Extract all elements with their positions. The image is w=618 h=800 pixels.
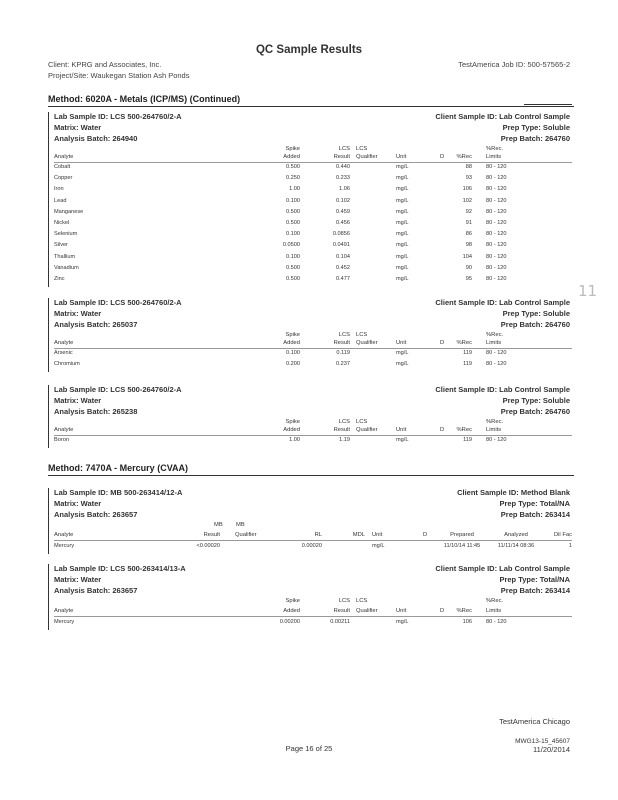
- result-value: 0.440: [336, 164, 350, 170]
- col-head-qualifier: Qualifier: [235, 532, 257, 538]
- added-value: 0.500: [286, 264, 300, 271]
- col-head-unit: Unit: [396, 340, 407, 346]
- result-value: 0.459: [336, 208, 350, 215]
- result-value: 1.06: [339, 186, 350, 193]
- limits-value: 80 - 120: [486, 264, 507, 271]
- project-site: Project/Site: Waukegan Station Ash Ponds: [48, 71, 190, 80]
- prep-type: Prep Type: Soluble: [502, 309, 570, 318]
- col-head-d: D: [440, 340, 445, 346]
- analyte-name: Arsenic: [54, 350, 73, 356]
- dil-fac-value: 1: [568, 543, 572, 549]
- unit-value: mg/L: [396, 350, 409, 356]
- pct-rec-value: 91: [465, 220, 472, 226]
- added-value: 0.250: [286, 175, 300, 182]
- side-page-marker: 11: [578, 282, 598, 300]
- unit-value: mg/L: [396, 361, 409, 368]
- matrix: Matrix: Water: [54, 396, 102, 405]
- pct-rec-value: 104: [462, 253, 472, 260]
- col-head-added: Added: [283, 340, 300, 346]
- prep-type: Prep Type: Total/NA: [499, 575, 570, 584]
- col-head-result: Result: [203, 532, 220, 538]
- unit-value: mg/L: [396, 186, 409, 193]
- analysis-batch: Analysis Batch: 263657: [54, 510, 138, 519]
- added-value: 0.0500: [282, 242, 300, 249]
- added-value: 0.100: [286, 197, 300, 204]
- prep-batch: Prep Batch: 264760: [500, 320, 570, 329]
- col-head-lcs: LCS: [356, 419, 368, 425]
- result-value: 0.237: [336, 361, 350, 368]
- added-value: 0.100: [286, 350, 300, 356]
- unit-value: mg/L: [396, 242, 409, 249]
- limits-value: 80 - 120: [486, 619, 507, 625]
- limits-value: 80 - 120: [486, 197, 507, 204]
- lab-sample-id: Lab Sample ID: LCS 500-264760/2-A: [54, 112, 182, 121]
- result-value: 0.233: [336, 175, 350, 182]
- lab-sample-id: Lab Sample ID: LCS 500-264760/2-A: [54, 385, 182, 394]
- prep-type: Prep Type: Soluble: [502, 396, 570, 405]
- pct-rec-value: 102: [462, 197, 472, 204]
- result-value: 0.0491: [332, 242, 350, 249]
- col-head-unit: Unit: [396, 427, 407, 433]
- col-head-result: Result: [333, 154, 350, 160]
- pct-rec-value: 98: [465, 242, 472, 249]
- col-head-analyte: Analyte: [54, 427, 74, 433]
- matrix: Matrix: Water: [54, 499, 102, 508]
- added-value: 1.00: [289, 186, 300, 193]
- pct-rec-value: 93: [465, 175, 472, 182]
- col-head-spike: Spike: [285, 598, 300, 604]
- analysis-batch: Analysis Batch: 265037: [54, 320, 138, 329]
- header-rule: [54, 162, 572, 163]
- analyte-name: Boron: [54, 437, 69, 443]
- analyte-name: Zinc: [54, 276, 65, 282]
- limits-value: 80 - 120: [486, 208, 507, 215]
- col-head-mb: MB: [236, 522, 245, 528]
- col-head-dil-fac: Dil Fac: [553, 532, 572, 538]
- col-head-unit: Unit: [396, 154, 407, 160]
- col-head-lcs: LCS: [338, 598, 350, 604]
- analyte-name: Vanadium: [54, 264, 79, 271]
- col-head-rec: %Rec.: [486, 598, 504, 604]
- lab-sample-id: Lab Sample ID: LCS 500-263414/13-A: [54, 564, 186, 573]
- col-head-result: Result: [333, 340, 350, 346]
- analysis-batch: Analysis Batch: 265238: [54, 407, 138, 416]
- analyte-name: Nickel: [54, 220, 70, 226]
- col-head-mb: MB: [214, 522, 223, 528]
- col-head-lcs: LCS: [356, 332, 368, 338]
- footer-date: 11/20/2014: [533, 745, 570, 754]
- analyte-name: Iron: [54, 186, 64, 193]
- block-bracket: [48, 298, 49, 372]
- col-head-limits: Limits: [486, 154, 502, 160]
- block-bracket: [48, 488, 49, 554]
- prep-type: Prep Type: Total/NA: [499, 499, 570, 508]
- header-rule: [54, 616, 572, 617]
- unit-value: mg/L: [372, 543, 385, 549]
- pct-rec-value: 88: [465, 164, 472, 170]
- col-head-pct-rec: %Rec: [456, 154, 472, 160]
- added-value: 0.100: [286, 231, 300, 238]
- result-value: 0.0856: [332, 231, 350, 238]
- col-head-result: Result: [333, 427, 350, 433]
- col-head-pct-rec: %Rec: [456, 427, 472, 433]
- col-head-prepared: Prepared: [450, 532, 474, 538]
- client-name: Client: KPRG and Associates, Inc.: [48, 60, 162, 69]
- col-head-added: Added: [283, 608, 300, 614]
- matrix: Matrix: Water: [54, 309, 102, 318]
- pct-rec-value: 92: [465, 208, 472, 215]
- col-head-analyte: Analyte: [54, 154, 74, 160]
- page-title: QC Sample Results: [255, 44, 363, 56]
- limits-value: 80 - 120: [486, 242, 507, 249]
- analyte-name: Mercury: [54, 543, 75, 549]
- prep-batch: Prep Batch: 264760: [500, 134, 570, 143]
- analyte-name: Selenium: [54, 231, 78, 238]
- col-head-spike: Spike: [285, 332, 300, 338]
- prep-batch: Prep Batch: 263414: [500, 586, 570, 595]
- method-rule-tail: [524, 104, 572, 105]
- prep-batch: Prep Batch: 263414: [500, 510, 570, 519]
- col-head-result: Result: [333, 608, 350, 614]
- col-head-qualifier: Qualifier: [356, 154, 378, 160]
- header-rule: [54, 348, 572, 349]
- matrix: Matrix: Water: [54, 123, 102, 132]
- added-value: 0.00200: [279, 619, 300, 625]
- unit-value: mg/L: [396, 231, 409, 238]
- unit-value: mg/L: [396, 619, 409, 625]
- col-head-lcs: LCS: [338, 146, 350, 152]
- col-head-lcs: LCS: [356, 598, 368, 604]
- col-head-lcs: LCS: [338, 332, 350, 338]
- col-head-limits: Limits: [486, 427, 502, 433]
- block-bracket: [48, 112, 49, 287]
- block-bracket: [48, 385, 49, 448]
- col-head-analyte: Analyte: [54, 532, 74, 538]
- unit-value: mg/L: [396, 276, 409, 282]
- analyte-name: Manganese: [54, 208, 84, 215]
- col-head-added: Added: [283, 427, 300, 433]
- limits-value: 80 - 120: [486, 175, 507, 182]
- method-7470a-title: Method: 7470A - Mercury (CVAA): [48, 463, 189, 473]
- footer-company: TestAmerica Chicago: [499, 717, 570, 726]
- unit-value: mg/L: [396, 208, 409, 215]
- col-head-mdl: MDL: [352, 532, 365, 538]
- analyte-name: Silver: [54, 242, 68, 249]
- limits-value: 80 - 120: [486, 253, 507, 260]
- analyzed-value: 11/11/14 08:36: [497, 543, 535, 549]
- col-head-d: D: [440, 154, 445, 160]
- footer-page-number: Page 16 of 25: [285, 744, 333, 753]
- prep-batch: Prep Batch: 264760: [500, 407, 570, 416]
- header-rule: [54, 435, 572, 436]
- col-head-spike: Spike: [285, 146, 300, 152]
- analyte-name: Mercury: [54, 619, 75, 625]
- col-head-rec: %Rec.: [486, 332, 504, 338]
- col-head-lcs: LCS: [356, 146, 368, 152]
- unit-value: mg/L: [396, 175, 409, 182]
- client-sample-id: Client Sample ID: Lab Control Sample: [435, 385, 570, 394]
- added-value: 0.500: [286, 208, 300, 215]
- added-value: 0.500: [286, 164, 300, 170]
- analyte-name: Lead: [54, 197, 67, 204]
- unit-value: mg/L: [396, 197, 409, 204]
- lab-sample-id: Lab Sample ID: LCS 500-264760/2-A: [54, 298, 182, 307]
- col-head-rec: %Rec.: [486, 146, 504, 152]
- unit-value: mg/L: [396, 253, 409, 260]
- pct-rec-value: 90: [465, 264, 472, 271]
- pct-rec-value: 95: [465, 276, 472, 282]
- analyte-name: Thallium: [54, 253, 76, 260]
- pct-rec-value: 119: [463, 350, 472, 356]
- pct-rec-value: 106: [462, 186, 472, 193]
- col-head-d: D: [440, 427, 445, 433]
- limits-value: 80 - 120: [486, 220, 507, 226]
- method-6020a-title: Method: 6020A - Metals (ICP/MS) (Continued): [48, 94, 241, 104]
- block-bracket: [48, 564, 49, 630]
- result-value: 0.119: [336, 350, 350, 356]
- added-value: 0.500: [286, 220, 300, 226]
- col-head-qualifier: Qualifier: [356, 427, 378, 433]
- limits-value: 80 - 120: [486, 350, 507, 356]
- limits-value: 80 - 120: [486, 361, 507, 368]
- col-head-d: D: [423, 532, 428, 538]
- matrix: Matrix: Water: [54, 575, 102, 584]
- unit-value: mg/L: [396, 164, 409, 170]
- limits-value: 80 - 120: [486, 186, 507, 193]
- pct-rec-value: 119: [463, 361, 472, 368]
- method-rule: [48, 106, 574, 107]
- col-head-rec: %Rec.: [486, 419, 504, 425]
- client-sample-id: Client Sample ID: Lab Control Sample: [435, 564, 570, 573]
- limits-value: 80 - 120: [486, 437, 507, 443]
- unit-value: mg/L: [396, 220, 409, 226]
- analysis-batch: Analysis Batch: 264940: [54, 134, 138, 143]
- col-head-rl: RL: [314, 532, 322, 538]
- result-value: 0.456: [336, 220, 350, 226]
- result-value: 0.00211: [330, 619, 350, 625]
- col-head-pct-rec: %Rec: [456, 340, 472, 346]
- result-value: <0.00020: [196, 543, 220, 549]
- col-head-qualifier: Qualifier: [356, 340, 378, 346]
- analyte-name: Chromium: [54, 361, 80, 368]
- unit-value: mg/L: [396, 437, 409, 443]
- col-head-lcs: LCS: [338, 419, 350, 425]
- added-value: 1.00: [289, 437, 300, 443]
- added-value: 0.500: [286, 276, 300, 282]
- limits-value: 80 - 120: [486, 276, 507, 282]
- col-head-added: Added: [283, 154, 300, 160]
- col-head-limits: Limits: [486, 340, 502, 346]
- col-head-limits: Limits: [486, 608, 502, 614]
- rl-value: 0.00020: [301, 543, 322, 549]
- col-head-unit: Unit: [396, 608, 407, 614]
- result-value: 0.452: [336, 264, 350, 271]
- col-head-unit: Unit: [372, 532, 383, 538]
- lab-sample-id: Lab Sample ID: MB 500-263414/12-A: [54, 488, 183, 497]
- pct-rec-value: 119: [463, 437, 472, 443]
- prepared-value: 11/10/14 11:45: [443, 543, 481, 549]
- pct-rec-value: 106: [462, 619, 472, 625]
- result-value: 1.19: [339, 437, 350, 443]
- col-head-analyte: Analyte: [54, 608, 74, 614]
- analyte-name: Cobalt: [54, 164, 71, 170]
- analyte-name: Copper: [54, 175, 73, 182]
- client-sample-id: Client Sample ID: Lab Control Sample: [435, 298, 570, 307]
- job-id: TestAmerica Job ID: 500-57565-2: [458, 60, 570, 69]
- header-rule: [54, 540, 572, 541]
- method-rule: [48, 475, 574, 476]
- result-value: 0.102: [336, 197, 350, 204]
- added-value: 0.200: [286, 361, 300, 368]
- result-value: 0.104: [336, 253, 350, 260]
- col-head-spike: Spike: [285, 419, 300, 425]
- added-value: 0.100: [286, 253, 300, 260]
- col-head-d: D: [440, 608, 445, 614]
- col-head-qualifier: Qualifier: [356, 608, 378, 614]
- client-sample-id: Client Sample ID: Method Blank: [457, 488, 570, 497]
- client-sample-id: Client Sample ID: Lab Control Sample: [435, 112, 570, 121]
- col-head-analyte: Analyte: [54, 340, 74, 346]
- unit-value: mg/L: [396, 264, 409, 271]
- limits-value: 80 - 120: [486, 164, 507, 170]
- col-head-pct-rec: %Rec: [456, 608, 472, 614]
- pct-rec-value: 86: [465, 231, 472, 238]
- limits-value: 80 - 120: [486, 231, 507, 238]
- col-head-analyzed: Analyzed: [504, 532, 528, 538]
- prep-type: Prep Type: Soluble: [502, 123, 570, 132]
- footer-doc-id: MWG13-15_45607: [515, 738, 570, 745]
- analysis-batch: Analysis Batch: 263657: [54, 586, 138, 595]
- result-value: 0.477: [336, 276, 350, 282]
